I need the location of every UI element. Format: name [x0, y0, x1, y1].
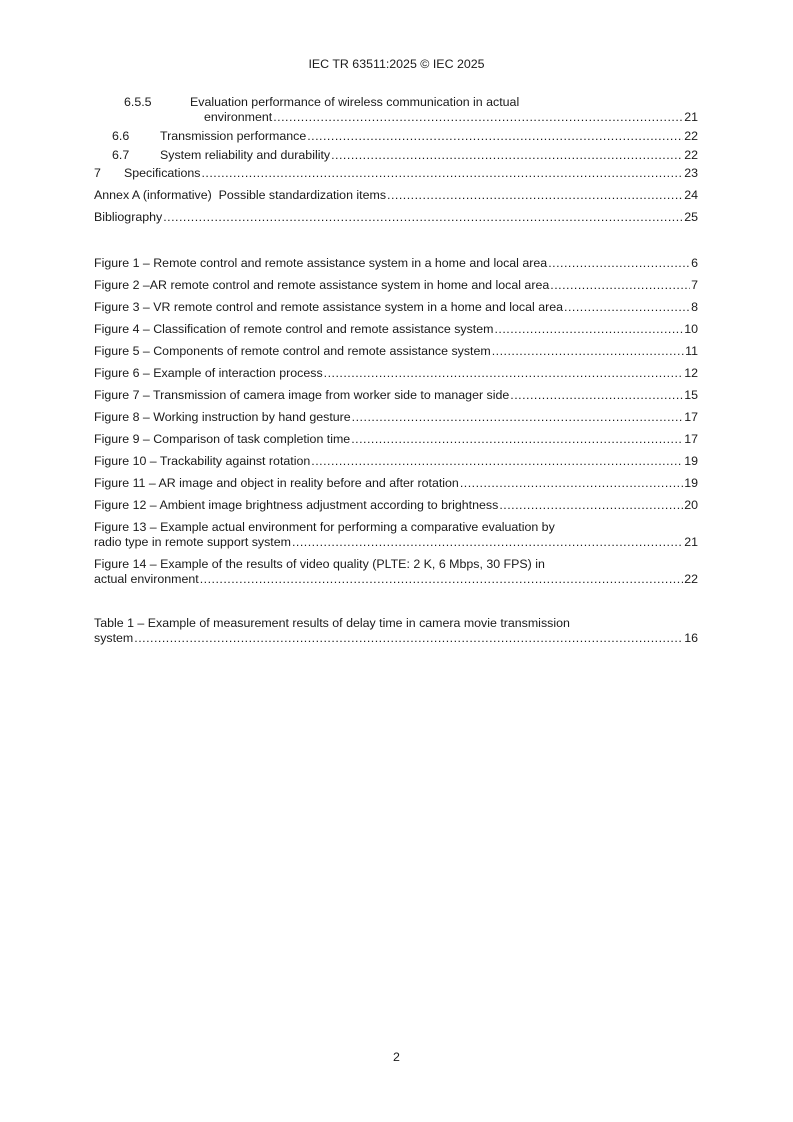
dot-leader	[352, 410, 684, 425]
figure-page-number: 11	[685, 344, 698, 358]
figure-entry[interactable]	[94, 322, 698, 337]
figure-caption: Figure 4 – Classification of remote control and remote assistance system	[94, 322, 494, 336]
figure-page-number: 12	[684, 366, 698, 380]
toc-page-number: 22	[684, 148, 698, 162]
toc-entry-text: Specifications	[124, 166, 201, 180]
figure-caption: Figure 8 – Working instruction by hand gesture	[94, 410, 351, 424]
toc-entry-number: 6.6	[112, 129, 130, 143]
list-of-figures	[94, 256, 698, 587]
toc-entry-number: 7	[94, 166, 101, 180]
figure-13-line2[interactable]	[94, 535, 698, 550]
toc-entry-text: Evaluation performance of wireless communication in actual	[190, 95, 520, 109]
dot-leader	[351, 432, 683, 447]
toc-page-number: 24	[684, 188, 698, 202]
page-header: IEC TR 63511:2025 © IEC 2025	[308, 57, 485, 71]
table-caption: system	[94, 631, 134, 645]
figure-caption: Figure 3 – VR remote control and remote assistance system in a home and local area	[94, 300, 564, 314]
dot-leader	[331, 148, 683, 163]
dot-leader	[324, 366, 684, 381]
figure-caption: Figure 2 –AR remote control and remote assistance system in home and local area	[94, 278, 550, 292]
figure-entry[interactable]	[94, 300, 698, 315]
figure-entry[interactable]	[94, 388, 698, 403]
figure-14-line2[interactable]	[94, 572, 698, 587]
figure-entry[interactable]	[94, 498, 698, 513]
toc-entry-6-5-5-line1[interactable]	[94, 95, 698, 110]
dot-leader	[311, 454, 683, 469]
toc-entry-text: Annex A (informative) Possible standardization items	[94, 188, 387, 202]
figure-entry[interactable]	[94, 432, 698, 447]
dot-leader	[292, 535, 683, 550]
figure-page-number: 6	[691, 256, 698, 270]
figure-caption: Figure 13 – Example actual environment for performing a comparative evaluation by	[94, 520, 555, 534]
toc-entry-annex-a[interactable]	[94, 188, 698, 203]
dot-leader	[499, 498, 683, 513]
figure-caption: Figure 1 – Remote control and remote assistance system in a home and local area	[94, 256, 548, 270]
figure-entry[interactable]	[94, 410, 698, 425]
dot-leader	[492, 344, 684, 359]
toc-page-number: 22	[684, 129, 698, 143]
figure-entry[interactable]	[94, 256, 698, 271]
page-number: 2	[393, 1050, 400, 1064]
table-1-line1[interactable]	[94, 616, 698, 631]
figure-page-number: 15	[684, 388, 698, 402]
dot-leader	[460, 476, 683, 491]
figure-caption: Figure 12 – Ambient image brightness adjustment according to brightness	[94, 498, 499, 512]
toc-entry-6-6[interactable]	[94, 129, 698, 144]
dot-leader	[200, 572, 684, 587]
figure-page-number: 19	[684, 454, 698, 468]
toc-page-number: 23	[684, 166, 698, 180]
figure-13-line1[interactable]	[94, 520, 698, 535]
figure-page-number: 22	[684, 572, 698, 586]
dot-leader	[163, 210, 683, 225]
dot-leader	[494, 322, 683, 337]
figure-entry[interactable]	[94, 454, 698, 469]
figure-caption: Figure 11 – AR image and object in reality before and after rotation	[94, 476, 459, 490]
toc-entry-number: 6.5.5	[124, 95, 152, 109]
figure-page-number: 7	[691, 278, 698, 292]
figure-caption: Figure 7 – Transmission of camera image from worker side to manager side	[94, 388, 510, 402]
toc-entry-6-7[interactable]	[94, 148, 698, 163]
table-page-number: 16	[684, 631, 698, 645]
toc-entry-7[interactable]	[94, 166, 698, 181]
figure-page-number: 21	[684, 535, 698, 549]
toc-entry-text: Transmission performance	[160, 129, 307, 143]
figure-page-number: 17	[684, 432, 698, 446]
figure-page-number: 20	[684, 498, 698, 512]
toc-entry-text: environment	[204, 110, 273, 124]
figure-entry[interactable]	[94, 366, 698, 381]
figure-caption: Figure 9 – Comparison of task completion time	[94, 432, 351, 446]
figure-caption: actual environment	[94, 572, 199, 586]
figure-page-number: 10	[684, 322, 698, 336]
figure-14-line1[interactable]	[94, 557, 698, 572]
figure-caption: Figure 6 – Example of interaction process	[94, 366, 323, 380]
dot-leader	[134, 631, 683, 646]
figure-page-number: 19	[684, 476, 698, 490]
figure-entry[interactable]	[94, 278, 698, 293]
toc-entry-text: Bibliography	[94, 210, 163, 224]
dot-leader	[387, 188, 683, 203]
dot-leader	[307, 129, 683, 144]
list-of-tables	[94, 616, 698, 646]
toc-entry-6-5-5-line2[interactable]	[94, 110, 698, 125]
figure-entry[interactable]	[94, 344, 698, 359]
figure-caption: Figure 10 – Trackability against rotation	[94, 454, 311, 468]
figure-caption: Figure 14 – Example of the results of video quality (PLTE: 2 K, 6 Mbps, 30 FPS) in	[94, 557, 545, 571]
toc-clauses	[94, 95, 698, 225]
toc-entry-text: System reliability and durability	[160, 148, 331, 162]
figure-page-number: 8	[691, 300, 698, 314]
table-1-line2[interactable]	[94, 631, 698, 646]
dot-leader	[548, 256, 690, 271]
dot-leader	[510, 388, 683, 403]
toc-page-number: 21	[684, 110, 698, 124]
figure-entry[interactable]	[94, 476, 698, 491]
figure-caption: Figure 5 – Components of remote control and remote assistance system	[94, 344, 491, 358]
toc-entry-bibliography[interactable]	[94, 210, 698, 225]
figure-caption: radio type in remote support system	[94, 535, 291, 549]
dot-leader	[550, 278, 690, 293]
toc-entry-number: 6.7	[112, 148, 130, 162]
dot-leader	[564, 300, 690, 315]
dot-leader	[273, 110, 683, 125]
figure-page-number: 17	[684, 410, 698, 424]
toc-page-number: 25	[684, 210, 698, 224]
dot-leader	[201, 166, 683, 181]
table-caption: Table 1 – Example of measurement results of delay time in camera movie transmission	[94, 616, 570, 630]
